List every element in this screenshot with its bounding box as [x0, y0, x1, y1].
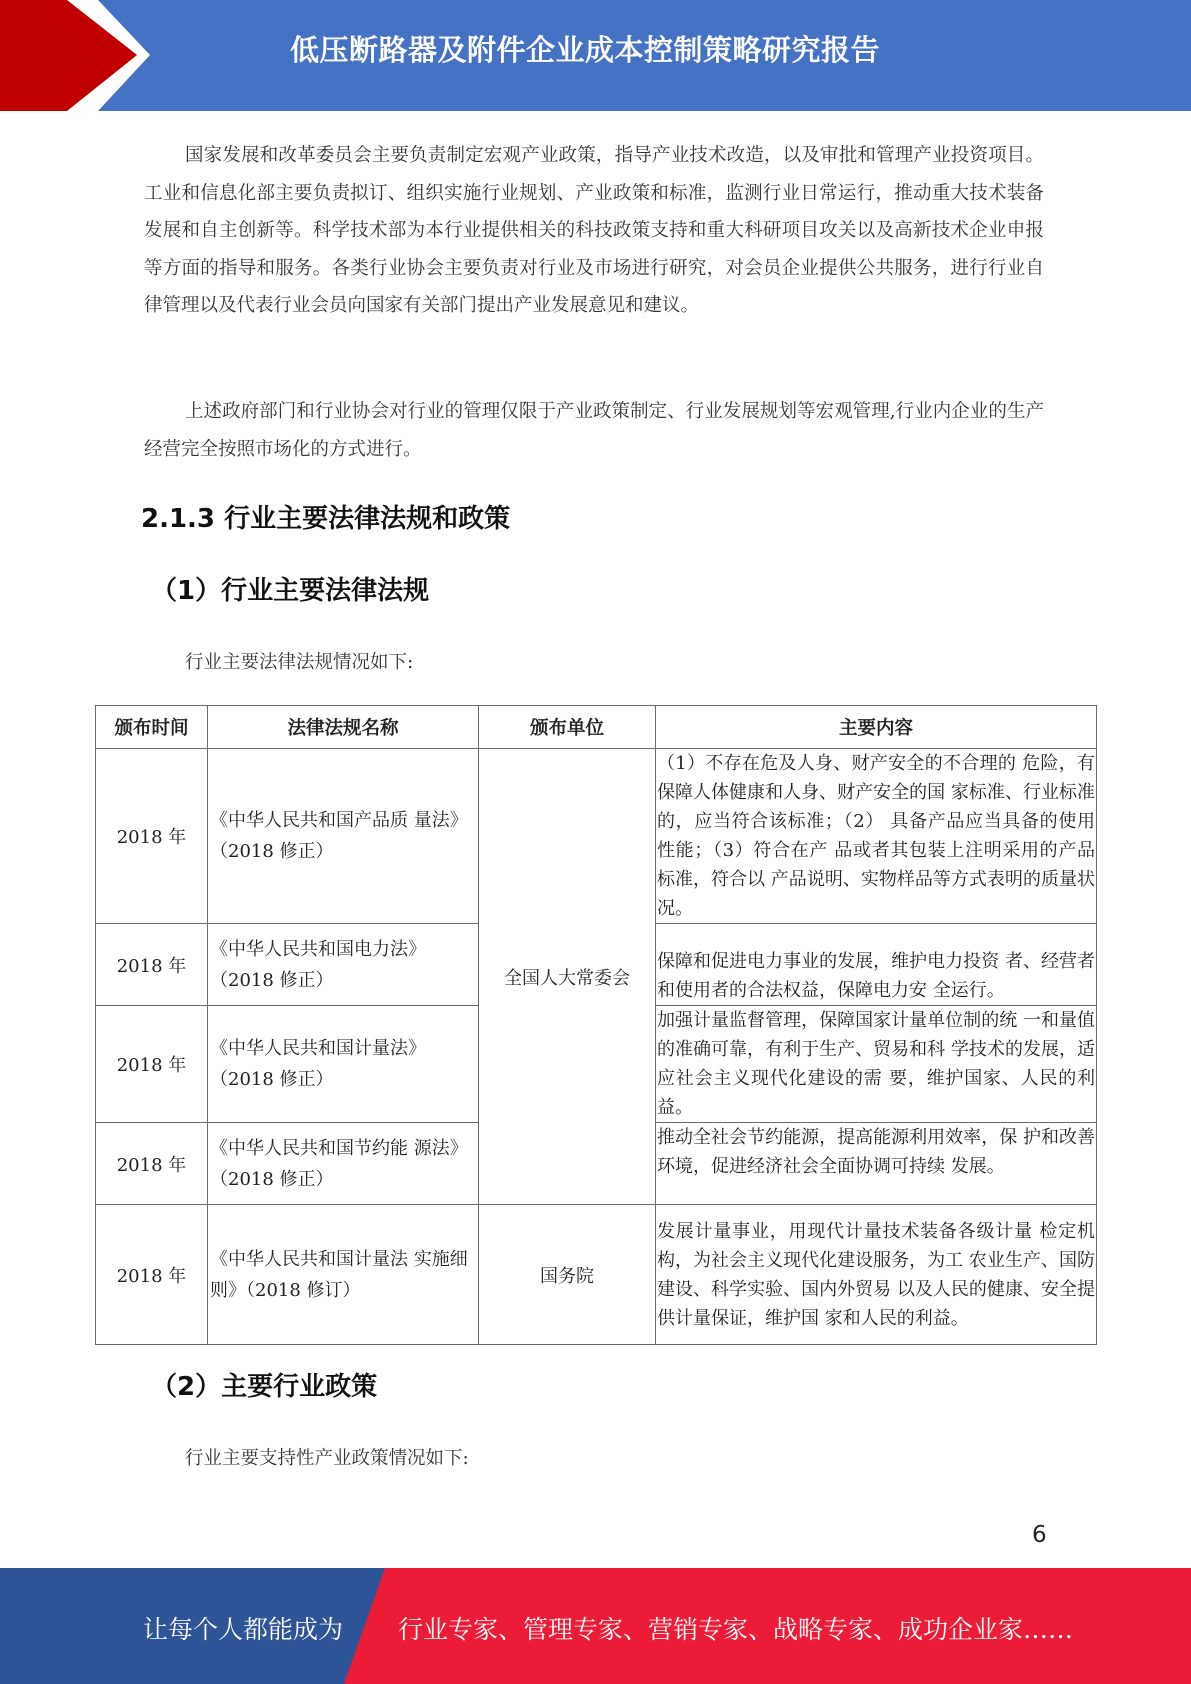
footer-slogan-right: 行业专家、管理专家、营销专家、战略专家、成功企业家…… [398, 1615, 1074, 1644]
cell-org: 全国人大常委会 [479, 749, 656, 1205]
page-number: 6 [1032, 1522, 1047, 1548]
cell-date: 2018 年 [96, 1006, 208, 1123]
cell-date: 2018 年 [96, 924, 208, 1006]
cell-name: 《中华人民共和国产品质 量法》（2018 修正） [208, 749, 479, 924]
cell-org: 国务院 [479, 1205, 656, 1345]
table-row [96, 749, 1097, 924]
cell-name: 《中华人民共和国电力法》（2018 修正） [208, 924, 479, 1006]
cell-content: 保障和促进电力事业的发展，维护电力投资 者、经营者和使用者的合法权益，保障电力安 全运行。 [656, 924, 1097, 1006]
cell-name: 《中华人民共和国节约能 源法》（2018 修正） [208, 1123, 479, 1205]
section-heading: 2.1.3 行业主要法律法规和政策 [141, 504, 511, 534]
cell-name: 《中华人民共和国计量法》（2018 修正） [208, 1006, 479, 1123]
cell-date: 2018 年 [96, 749, 208, 924]
header-org: 颁布单位 [479, 706, 656, 749]
cell-content: 加强计量监督管理，保障国家计量单位制的统 一和量值的准确可靠，有利于生产、贸易和科 学技术的发展，适应社会主义现代化建设的需 要，维护国家、人民的利益。 [656, 1006, 1097, 1123]
subheading-laws: （1）行业主要法律法规 [151, 576, 430, 606]
page-footer [0, 1568, 1191, 1684]
cell-date: 2018 年 [96, 1205, 208, 1345]
header-date: 颁布时间 [96, 706, 208, 749]
footer-slogan-left: 让每个人都能成为 [143, 1615, 344, 1644]
subheading-policies: （2）主要行业政策 [151, 1372, 378, 1402]
cell-name: 《中华人民共和国计量法 实施细则》（2018 修订） [208, 1205, 479, 1345]
laws-intro-text: 行业主要法律法规情况如下: [185, 652, 414, 673]
policies-intro-text: 行业主要支持性产业政策情况如下: [185, 1448, 469, 1469]
cell-content: 推动全社会节约能源，提高能源利用效率，保 护和改善环境，促进经济社会全面协调可持续 发展。 [656, 1123, 1097, 1205]
report-title: 低压断路器及附件企业成本控制策略研究报告 [290, 33, 881, 67]
paragraph-text: 上述政府部门和行业协会对行业的管理仅限于产业政策制定、行业发展规划等宏观管理,行业内企业的生产经营完全按照市场化的方式进行。 [144, 401, 1044, 460]
header-content: 主要内容 [656, 706, 1097, 749]
body-paragraph-1 [144, 137, 1044, 325]
cell-content: 发展计量事业，用现代计量技术装备各级计量 检定机构，为社会主义现代化建设服务，为工 农业生产、国防建设、科学实验、国内外贸易 以及人民的健康、安全提供计量保证，维护国 家和人民的利益。 [656, 1205, 1097, 1345]
cell-content: （1）不存在危及人身、财产安全的不合理的 危险，有保障人体健康和人身、财产安全的国 家标准、行业标准的，应当符合该标准；（2） 具备产品应当具备的使用性能；（3）符合在产 品或者其包装上注明采用的产品标准，符合以 产品说明、实物样品等方式表明的质量状况。 [656, 749, 1097, 924]
header-name: 法律法规名称 [208, 706, 479, 749]
table-row [96, 1205, 1097, 1345]
laws-table [95, 705, 1097, 1345]
table-header-row [96, 706, 1097, 749]
paragraph-text: 国家发展和改革委员会主要负责制定宏观产业政策，指导产业技术改造，以及审批和管理产业投资项目。工业和信息化部主要负责拟订、组织实施行业规划、产业政策和标准，监测行业日常运行，推动重大技术装备发展和自主创新等。科学技术部为本行业提供相关的科技政策支持和重大科研项目攻关以及高新技术企业申报等方面的指导和服务。各类行业协会主要负责对行业及市场进行研究，对会员企业提供公共服务，进行行业自律管理以及代表行业会员向国家有关部门提出产业发展意见和建议。 [144, 145, 1044, 316]
cell-date: 2018 年 [96, 1123, 208, 1205]
page-header [0, 0, 1191, 111]
header-chevron-red [0, 0, 137, 111]
body-paragraph-2 [144, 393, 1044, 468]
